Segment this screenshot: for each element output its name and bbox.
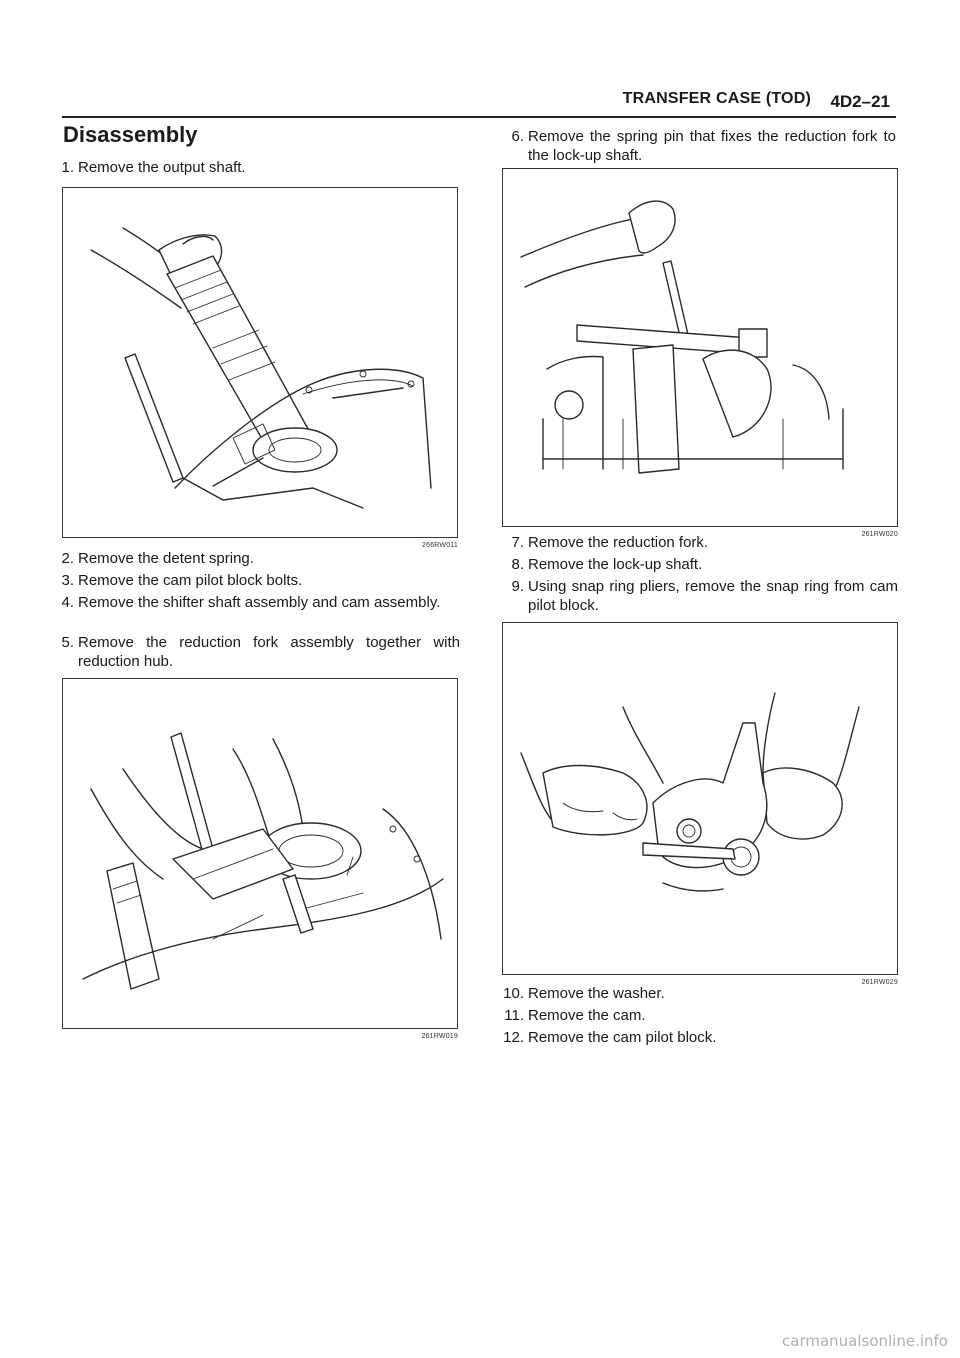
step-11: 11. Remove the cam. bbox=[504, 1007, 646, 1024]
figure-output-shaft bbox=[62, 187, 458, 549]
figure-code: 261RW019 bbox=[421, 1033, 458, 1040]
step-1: 1. Remove the output shaft. bbox=[61, 159, 246, 176]
step-6: 6. Remove the spring pin that fixes the reduction fork to the lock-up shaft. bbox=[511, 128, 896, 164]
figure-spring-pin bbox=[502, 168, 898, 538]
page-header bbox=[62, 84, 896, 118]
figure-snap-ring bbox=[502, 622, 898, 986]
step-12: 12. Remove the cam pilot block. bbox=[503, 1029, 717, 1046]
page-number: 4D2–21 bbox=[830, 92, 890, 111]
watermark: carmanualsonline.info bbox=[782, 1332, 948, 1350]
step-2: 2. Remove the detent spring. bbox=[61, 550, 254, 567]
figure-code: 261RW020 bbox=[861, 531, 898, 538]
section-title: TRANSFER CASE (TOD) bbox=[622, 90, 811, 107]
output-shaft-illustration bbox=[63, 188, 457, 537]
step-9: 9. Using snap ring pliers, remove the snap ring from cam pilot block. bbox=[511, 578, 898, 614]
spring-pin-illustration bbox=[503, 169, 897, 526]
step-10: 10. Remove the washer. bbox=[503, 985, 665, 1002]
step-5: 5. Remove the reduction fork assembly together with reduction hub. bbox=[61, 634, 460, 670]
step-4: 4. Remove the shifter shaft assembly and cam assembly. bbox=[61, 594, 441, 611]
page-title: Disassembly bbox=[63, 122, 198, 147]
step-3: 3. Remove the cam pilot block bolts. bbox=[61, 572, 303, 589]
step-7: 7. Remove the reduction fork. bbox=[511, 534, 709, 551]
snap-ring-illustration bbox=[503, 623, 897, 974]
figure-code: 261RW029 bbox=[861, 979, 898, 986]
reduction-fork-illustration bbox=[63, 679, 457, 1028]
figure-reduction-fork bbox=[62, 678, 458, 1040]
figure-code: 266RW011 bbox=[422, 542, 458, 549]
step-8: 8. Remove the lock-up shaft. bbox=[511, 556, 703, 573]
